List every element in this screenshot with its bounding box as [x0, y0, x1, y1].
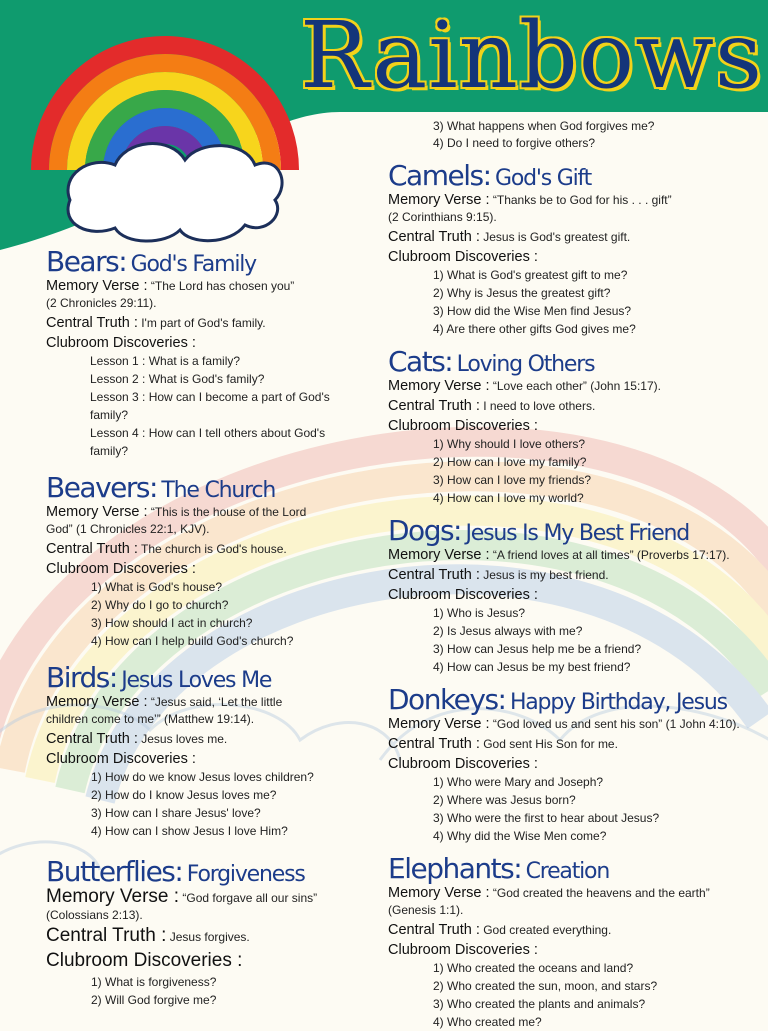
memory-verse-text: “God forgave all our sins” — [182, 891, 318, 905]
memory-verse-text: “This is the house of the Lord — [150, 505, 307, 519]
memory-verse — [388, 885, 758, 902]
discovery-question: 4) Are there other gifts God gives me? — [433, 322, 636, 336]
central-truth — [388, 567, 758, 584]
memory-verse-ref: (Colossians 2:13). — [46, 908, 143, 922]
clubroom-discoveries-label: Clubroom Discoveries : — [388, 942, 538, 958]
central-truth-text: I need to love others. — [483, 399, 596, 413]
central-truth-label: Central Truth : — [46, 731, 138, 747]
club-section — [46, 855, 366, 1009]
discovery-question: 2) Why is Jesus the greatest gift? — [433, 286, 611, 300]
central-truth-text: Jesus is God's greatest gift. — [483, 230, 631, 244]
clubroom-discoveries-label: Clubroom Discoveries : — [46, 950, 243, 971]
memory-verse-text: “Jesus said, ‘Let the little — [150, 695, 283, 709]
club-group-name: Butterflies: — [46, 855, 183, 888]
central-truth-text: The church is God's house. — [141, 542, 287, 556]
memory-verse — [388, 192, 758, 209]
discovery-question: Lesson 2 : What is God's family? — [90, 372, 265, 386]
club-group-name: Birds: — [46, 661, 117, 694]
central-truth-text: I'm part of God's family. — [141, 316, 266, 330]
memory-verse-label: Memory Verse : — [388, 716, 490, 732]
memory-verse — [388, 547, 758, 564]
discovery-question: Lesson 3 : How can I become a part of God's — [90, 390, 330, 404]
discovery-question: 3) How should I act in church? — [91, 616, 253, 630]
clubroom-discoveries-label: Clubroom Discoveries : — [388, 418, 538, 434]
discovery-question: 3) How can I love my friends? — [433, 473, 592, 487]
central-truth — [388, 398, 758, 415]
central-truth-text: God created everything. — [483, 923, 612, 937]
central-truth — [388, 922, 758, 939]
memory-verse-label: Memory Verse : — [388, 547, 490, 563]
memory-verse — [46, 278, 366, 295]
discovery-question: 1) What is forgiveness? — [91, 975, 217, 989]
continued-question-3: 3) What happens when God forgives me? — [433, 119, 655, 133]
clubroom-discoveries-label: Clubroom Discoveries : — [46, 335, 196, 351]
memory-verse-text: “Thanks be to God for his . . . gift” — [492, 193, 672, 207]
memory-verse — [46, 504, 366, 521]
central-truth — [46, 541, 366, 558]
club-theme: Forgiveness — [186, 862, 305, 887]
memory-verse — [46, 888, 366, 907]
section-heading — [388, 514, 758, 547]
club-section — [46, 471, 366, 650]
clubroom-discoveries-label: Clubroom Discoveries : — [388, 249, 538, 265]
section-heading — [388, 345, 758, 378]
discovery-question: 1) Why should I love others? — [433, 437, 586, 451]
discovery-question: family? — [90, 444, 129, 458]
club-group-name: Camels: — [388, 159, 491, 192]
discovery-question: 3) How can Jesus help me be a friend? — [433, 642, 642, 656]
clubroom-discoveries-label: Clubroom Discoveries : — [388, 756, 538, 772]
central-truth-label: Central Truth : — [46, 315, 138, 331]
central-truth-label: Central Truth : — [388, 567, 480, 583]
discovery-question: 3) Who were the first to hear about Jesus? — [433, 811, 660, 825]
club-group-name: Bears: — [46, 245, 127, 278]
club-section — [388, 852, 758, 1031]
section-heading — [388, 852, 758, 885]
club-theme: Loving Others — [456, 352, 595, 377]
central-truth-label: Central Truth : — [46, 925, 167, 946]
club-group-name: Elephants: — [388, 852, 522, 885]
discovery-question: 1) Who is Jesus? — [433, 606, 526, 620]
central-truth-text: Jesus loves me. — [141, 732, 228, 746]
page-title: Rainbows — [300, 2, 764, 109]
clubroom-discoveries-label: Clubroom Discoveries : — [388, 587, 538, 603]
discovery-question: 2) Where was Jesus born? — [433, 793, 576, 807]
club-section — [388, 345, 758, 507]
discovery-question: 2) Is Jesus always with me? — [433, 624, 583, 638]
club-theme: God's Gift — [494, 166, 592, 191]
discovery-question: 2) Why do I go to church? — [91, 598, 229, 612]
memory-verse-label: Memory Verse : — [388, 378, 490, 394]
left-column — [46, 245, 366, 1009]
memory-verse-label: Memory Verse : — [388, 192, 490, 208]
central-truth-text: God sent His Son for me. — [483, 737, 618, 751]
section-heading — [46, 661, 366, 694]
central-truth-label: Central Truth : — [388, 736, 480, 752]
club-theme: Creation — [525, 859, 610, 884]
memory-verse-label: Memory Verse : — [46, 278, 148, 294]
memory-verse-text: “A friend loves at all times” (Proverbs 17:17). — [492, 548, 730, 562]
central-truth — [46, 315, 366, 332]
memory-verse-ref: children come to me’” (Matthew 19:14). — [46, 712, 255, 726]
discovery-question: 1) What is God's house? — [91, 580, 223, 594]
memory-verse-ref: (Genesis 1:1). — [388, 903, 464, 917]
discovery-question: 4) Who created me? — [433, 1015, 542, 1029]
section-heading — [388, 159, 758, 192]
clubroom-discoveries-label: Clubroom Discoveries : — [46, 751, 196, 767]
central-truth — [388, 229, 758, 246]
discovery-question: 2) How can I love my family? — [433, 455, 587, 469]
discovery-question: 3) How can I share Jesus' love? — [91, 806, 261, 820]
memory-verse-ref: God” (1 Chronicles 22:1, KJV). — [46, 522, 210, 536]
discovery-question: Lesson 4 : How can I tell others about God's — [90, 426, 326, 440]
section-heading — [46, 245, 366, 278]
discovery-question: family? — [90, 408, 129, 422]
continued-question-4: 4) Do I need to forgive others? — [433, 136, 596, 150]
club-section — [388, 159, 758, 338]
memory-verse-ref: (2 Chronicles 29:11). — [46, 296, 157, 310]
discovery-question: 2) Who created the sun, moon, and stars? — [433, 979, 658, 993]
central-truth-label: Central Truth : — [388, 922, 480, 938]
central-truth-text: Jesus is my best friend. — [483, 568, 609, 582]
section-heading — [46, 855, 366, 888]
discovery-question: 1) Who created the oceans and land? — [433, 961, 634, 975]
memory-verse-text: “God created the heavens and the earth” — [492, 886, 710, 900]
memory-verse-label: Memory Verse : — [46, 504, 148, 520]
club-theme: Happy Birthday, Jesus — [509, 690, 727, 715]
club-section — [388, 683, 758, 845]
memory-verse-text: “Love each other” (John 15:17). — [492, 379, 661, 393]
section-heading — [388, 683, 758, 716]
memory-verse-label: Memory Verse : — [46, 886, 180, 907]
memory-verse-label: Memory Verse : — [46, 694, 148, 710]
memory-verse — [46, 694, 366, 711]
club-section — [46, 661, 366, 840]
memory-verse-text: “God loved us and sent his son” (1 John 4:10). — [492, 717, 740, 731]
central-truth — [46, 731, 366, 748]
memory-verse-label: Memory Verse : — [388, 885, 490, 901]
club-section — [388, 514, 758, 676]
discovery-question: 4) How can Jesus be my best friend? — [433, 660, 631, 674]
discovery-question: 4) How can I show Jesus I love Him? — [91, 824, 288, 838]
discovery-question: 3) How did the Wise Men find Jesus? — [433, 304, 632, 318]
discovery-question: 4) How can I help build God's church? — [91, 634, 294, 648]
club-group-name: Donkeys: — [388, 683, 506, 716]
club-theme: Jesus Is My Best Friend — [465, 521, 690, 546]
club-group-name: Cats: — [388, 345, 453, 378]
club-group-name: Dogs: — [388, 514, 461, 547]
club-group-name: Beavers: — [46, 471, 157, 504]
discovery-question: 1) What is God's greatest gift to me? — [433, 268, 628, 282]
central-truth — [388, 736, 758, 753]
central-truth-label: Central Truth : — [46, 541, 138, 557]
central-truth-text: Jesus forgives. — [169, 930, 250, 944]
discovery-question: 1) How do we know Jesus loves children? — [91, 770, 314, 784]
discovery-question: 3) Who created the plants and animals? — [433, 997, 646, 1011]
discovery-question: 1) Who were Mary and Joseph? — [433, 775, 604, 789]
discovery-question: 4) Why did the Wise Men come? — [433, 829, 607, 843]
section-heading — [46, 471, 366, 504]
central-truth-label: Central Truth : — [388, 229, 480, 245]
club-theme: God's Family — [130, 252, 256, 277]
central-truth — [46, 927, 366, 946]
memory-verse — [388, 378, 758, 395]
central-truth-label: Central Truth : — [388, 398, 480, 414]
memory-verse — [388, 716, 758, 733]
memory-verse-text: “The Lord has chosen you” — [150, 279, 295, 293]
discovery-question: 2) Will God forgive me? — [91, 993, 217, 1007]
discovery-question: 4) How can I love my world? — [433, 491, 584, 505]
club-theme: Jesus Loves Me — [121, 668, 272, 693]
right-column — [388, 118, 758, 1031]
discovery-question: 2) How do I know Jesus loves me? — [91, 788, 277, 802]
memory-verse-ref: (2 Corinthians 9:15). — [388, 210, 497, 224]
discovery-question: Lesson 1 : What is a family? — [90, 354, 241, 368]
club-section — [46, 245, 366, 460]
club-theme: The Church — [161, 478, 276, 503]
clubroom-discoveries-label: Clubroom Discoveries : — [46, 561, 196, 577]
